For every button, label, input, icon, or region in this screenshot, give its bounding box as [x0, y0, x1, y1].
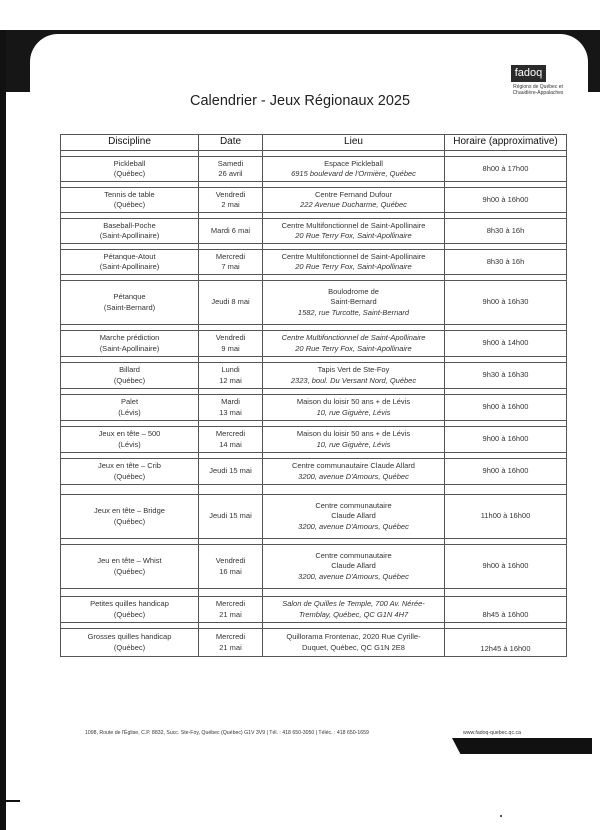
discipline-name: Jeux en tête – Crib	[98, 461, 161, 470]
table-row	[61, 597, 567, 623]
discipline-cell	[61, 188, 199, 213]
discipline-region: (Québec)	[113, 516, 146, 526]
table-row	[61, 427, 567, 453]
table-row	[61, 188, 567, 213]
date-date: 26 avril	[218, 169, 243, 178]
date-day: Mercredi	[215, 599, 246, 608]
discipline-name: Jeux en tête – 500	[98, 429, 161, 438]
discipline-cell	[61, 459, 199, 485]
discipline-name: Jeu en tête – Whist	[97, 556, 162, 565]
scan-edge-mark	[0, 800, 20, 802]
date-day: Vendredi	[215, 333, 246, 342]
table-row	[61, 281, 567, 325]
date-date: 13 mai	[219, 407, 242, 417]
discipline-name: Jeux en tête – Bridge	[94, 506, 165, 515]
header-date: Date	[199, 135, 263, 151]
horaire-cell: 8h45 à 16h00	[445, 597, 567, 623]
discipline-cell	[61, 495, 199, 539]
date-cell	[199, 188, 263, 213]
lieu-address: 1582, rue Turcotte, Saint-Bernard	[297, 307, 410, 317]
discipline-region: (Québec)	[113, 375, 146, 385]
lieu-name: Centre communautaire Claude Allard	[292, 461, 415, 470]
lieu-name: Salon de Quilles le Temple, 700 Av. Nérée-	[282, 599, 425, 608]
discipline-cell	[61, 545, 199, 589]
lieu-name-2: Claude Allard	[331, 511, 376, 521]
scan-edge	[0, 30, 6, 830]
discipline-region: (Saint-Apollinaire)	[99, 262, 160, 271]
date-day: Lundi	[221, 365, 240, 374]
header-horaire: Horaire (approximative)	[445, 135, 567, 151]
discipline-region: (Québec)	[113, 642, 146, 652]
horaire-cell: 8h30 à 16h	[445, 250, 567, 275]
discipline-name: Marche prédiction	[99, 333, 160, 342]
date-date: 16 mai	[219, 566, 242, 576]
date-cell	[199, 427, 263, 453]
lieu-address: Tremblay, Québec, QC G1N 4H7	[298, 609, 409, 619]
date-cell	[199, 495, 263, 539]
discipline-region: (Lévis)	[118, 407, 141, 417]
date-day: Vendredi	[215, 556, 246, 565]
lieu-address: 6915 boulevard de l'Ormière, Québec	[291, 169, 416, 178]
date-cell	[199, 219, 263, 244]
discipline-cell	[61, 281, 199, 325]
date-day: Mardi	[221, 397, 240, 406]
header-discipline: Discipline	[61, 135, 199, 151]
discipline-name: Tennis de table	[104, 189, 155, 199]
discipline-region: (Québec)	[113, 169, 146, 178]
table-row	[61, 331, 567, 357]
lieu-name-2: Claude Allard	[331, 561, 376, 571]
lieu-address: 10, rue Giguère, Lévis	[316, 439, 391, 449]
discipline-cell	[61, 395, 199, 421]
lieu-cell	[263, 188, 445, 213]
lieu-cell	[263, 219, 445, 244]
lieu-address: 3200, avenue D'Amours, Québec	[298, 471, 409, 481]
discipline-cell	[61, 250, 199, 275]
lieu-address: 3200, avenue D'Amours, Québec	[298, 521, 409, 531]
table-row	[61, 459, 567, 485]
lieu-cell	[263, 250, 445, 275]
scan-margin	[0, 0, 600, 30]
discipline-cell	[61, 629, 199, 657]
horaire-cell: 12h45 à 16h00	[445, 629, 567, 657]
horaire-cell: 9h00 à 16h00	[445, 459, 567, 485]
discipline-cell	[61, 597, 199, 623]
lieu-name: Centre Multifonctionnel de Saint-Apollinaire	[281, 333, 426, 342]
lieu-cell	[263, 363, 445, 389]
table-row	[61, 363, 567, 389]
lieu-cell	[263, 459, 445, 485]
date-cell	[199, 459, 263, 485]
date-date: 14 mai	[219, 439, 242, 449]
discipline-region: (Lévis)	[118, 439, 141, 449]
spacer-row	[61, 589, 567, 597]
table-header-row	[61, 135, 567, 151]
discipline-name: Palet	[120, 397, 139, 406]
page-title: Calendrier - Jeux Régionaux 2025	[190, 93, 411, 109]
lieu-cell	[263, 597, 445, 623]
table-row	[61, 250, 567, 275]
discipline-name: Pickleball	[113, 158, 146, 168]
lieu-cell	[263, 157, 445, 182]
scan-corner	[452, 738, 592, 754]
lieu-name-2: Saint-Bernard	[330, 297, 377, 307]
table-row	[61, 629, 567, 657]
lieu-address: 20 Rue Terry Fox, Saint-Apollinaire	[295, 343, 412, 353]
lieu-cell	[263, 395, 445, 421]
discipline-region: (Saint-Apollinaire)	[99, 231, 160, 240]
discipline-region: (Québec)	[113, 200, 146, 209]
discipline-cell	[61, 427, 199, 453]
date-day: Mercredi	[215, 632, 246, 641]
lieu-address: 222 Avenue Ducharme, Québec	[300, 200, 407, 209]
horaire-cell: 9h00 à 16h00	[445, 395, 567, 421]
lieu-address: 20 Rue Terry Fox, Saint-Apollinaire	[295, 262, 412, 271]
horaire-cell: 9h30 à 16h30	[445, 363, 567, 389]
lieu-name: Maison du loisir 50 ans + de Lévis	[296, 397, 411, 406]
logo-subtitle	[503, 84, 573, 96]
horaire-cell: 11h00 à 16h00	[445, 495, 567, 539]
schedule-table	[60, 134, 567, 657]
date-day: Mercredi	[215, 251, 246, 261]
header-lieu: Lieu	[263, 135, 445, 151]
lieu-address: 2323, boul. Du Versant Nord, Québec	[290, 375, 417, 385]
lieu-address: 10, rue Giguère, Lévis	[316, 407, 391, 417]
fadoq-logo: fadoq	[511, 65, 546, 82]
lieu-address: 20 Rue Terry Fox, Saint-Apollinaire	[295, 231, 412, 240]
date-cell	[199, 281, 263, 325]
date-cell	[199, 250, 263, 275]
discipline-name: Billard	[119, 365, 140, 374]
logo-subtitle-line-2: Chaudière-Appalaches	[512, 90, 564, 96]
table-row	[61, 395, 567, 421]
lieu-cell	[263, 495, 445, 539]
footer-website: www.fadoq-quebec.qc.ca	[463, 730, 521, 736]
discipline-cell	[61, 331, 199, 357]
horaire-cell: 8h00 à 17h00	[445, 157, 567, 182]
date-cell	[199, 331, 263, 357]
lieu-name: Centre communautaire	[315, 550, 392, 560]
table-row	[61, 157, 567, 182]
date-day: Jeudi 15 mai	[209, 466, 252, 476]
discipline-name: Baseball-Poche	[103, 220, 156, 230]
date-cell	[199, 363, 263, 389]
lieu-cell	[263, 545, 445, 589]
lieu-cell	[263, 281, 445, 325]
lieu-name: Centre Fernand Dufour	[314, 189, 393, 199]
horaire-cell: 9h00 à 16h00	[445, 427, 567, 453]
date-cell	[199, 157, 263, 182]
horaire-cell: 9h00 à 16h30	[445, 281, 567, 325]
discipline-name: Pétanque-Atout	[103, 251, 156, 261]
date-day: Mardi 6 mai	[210, 225, 251, 235]
date-date: 2 mai	[221, 200, 240, 209]
date-day: Jeudi 15 mai	[209, 511, 252, 521]
table-row	[61, 219, 567, 244]
scan-speck	[500, 815, 502, 817]
discipline-region: (Saint-Bernard)	[103, 302, 156, 312]
lieu-name: Centre Multifonctionnel de Saint-Apollinaire	[281, 251, 426, 261]
date-date: 12 mai	[219, 375, 242, 385]
date-date: 7 mai	[221, 262, 240, 271]
discipline-cell	[61, 219, 199, 244]
lieu-address: Duquet, Québec, QC G1N 2E8	[302, 642, 405, 652]
horaire-cell: 9h00 à 16h00	[445, 545, 567, 589]
lieu-name: Boulodrome de	[328, 286, 379, 296]
spacer-row	[61, 485, 567, 495]
lieu-name: Quillorama Frontenac, 2020 Rue Cyrille-	[286, 632, 421, 641]
horaire-cell: 8h30 à 16h	[445, 219, 567, 244]
discipline-cell	[61, 157, 199, 182]
footer-address: 1098, Route de l'Église, C.P. 8832, Succ. Ste-Foy, Québec (Québec) G1V 3V9 | Tél. : 418 650-3050 | Téléc. : 418 650-1659	[85, 730, 369, 736]
date-day: Mercredi	[215, 429, 246, 438]
date-date: 21 mai	[219, 642, 242, 652]
discipline-name: Grosses quilles handicap	[87, 632, 172, 641]
date-date: 9 mai	[221, 343, 240, 353]
date-day: Jeudi 8 mai	[211, 297, 250, 307]
discipline-region: (Québec)	[113, 471, 146, 481]
lieu-name: Espace Pickleball	[324, 158, 383, 168]
lieu-name: Maison du loisir 50 ans + de Lévis	[296, 429, 411, 438]
horaire-cell: 9h00 à 14h00	[445, 331, 567, 357]
horaire-cell: 9h00 à 16h00	[445, 188, 567, 213]
discipline-region: (Québec)	[113, 609, 146, 619]
date-cell	[199, 545, 263, 589]
table-row	[61, 495, 567, 539]
lieu-name: Centre Multifonctionnel de Saint-Apollinaire	[281, 220, 426, 230]
discipline-name: Pétanque	[113, 292, 146, 301]
discipline-cell	[61, 363, 199, 389]
lieu-name: Centre communautaire	[315, 500, 392, 510]
lieu-cell	[263, 331, 445, 357]
date-cell	[199, 395, 263, 421]
date-day: Vendredi	[215, 189, 246, 199]
logo-subtitle-line-1: Régions de Québec et	[513, 84, 563, 90]
discipline-name: Petites quilles handicap	[90, 599, 169, 608]
lieu-cell	[263, 629, 445, 657]
date-cell	[199, 597, 263, 623]
date-cell	[199, 629, 263, 657]
discipline-region: (Saint-Apollinaire)	[99, 343, 160, 353]
lieu-address: 3200, avenue D'Amours, Québec	[298, 571, 409, 581]
discipline-region: (Québec)	[113, 566, 146, 576]
date-date: 21 mai	[219, 609, 242, 619]
date-day: Samedi	[217, 158, 244, 168]
lieu-cell	[263, 427, 445, 453]
lieu-name: Tapis Vert de Ste-Foy	[317, 365, 390, 374]
table-row	[61, 545, 567, 589]
